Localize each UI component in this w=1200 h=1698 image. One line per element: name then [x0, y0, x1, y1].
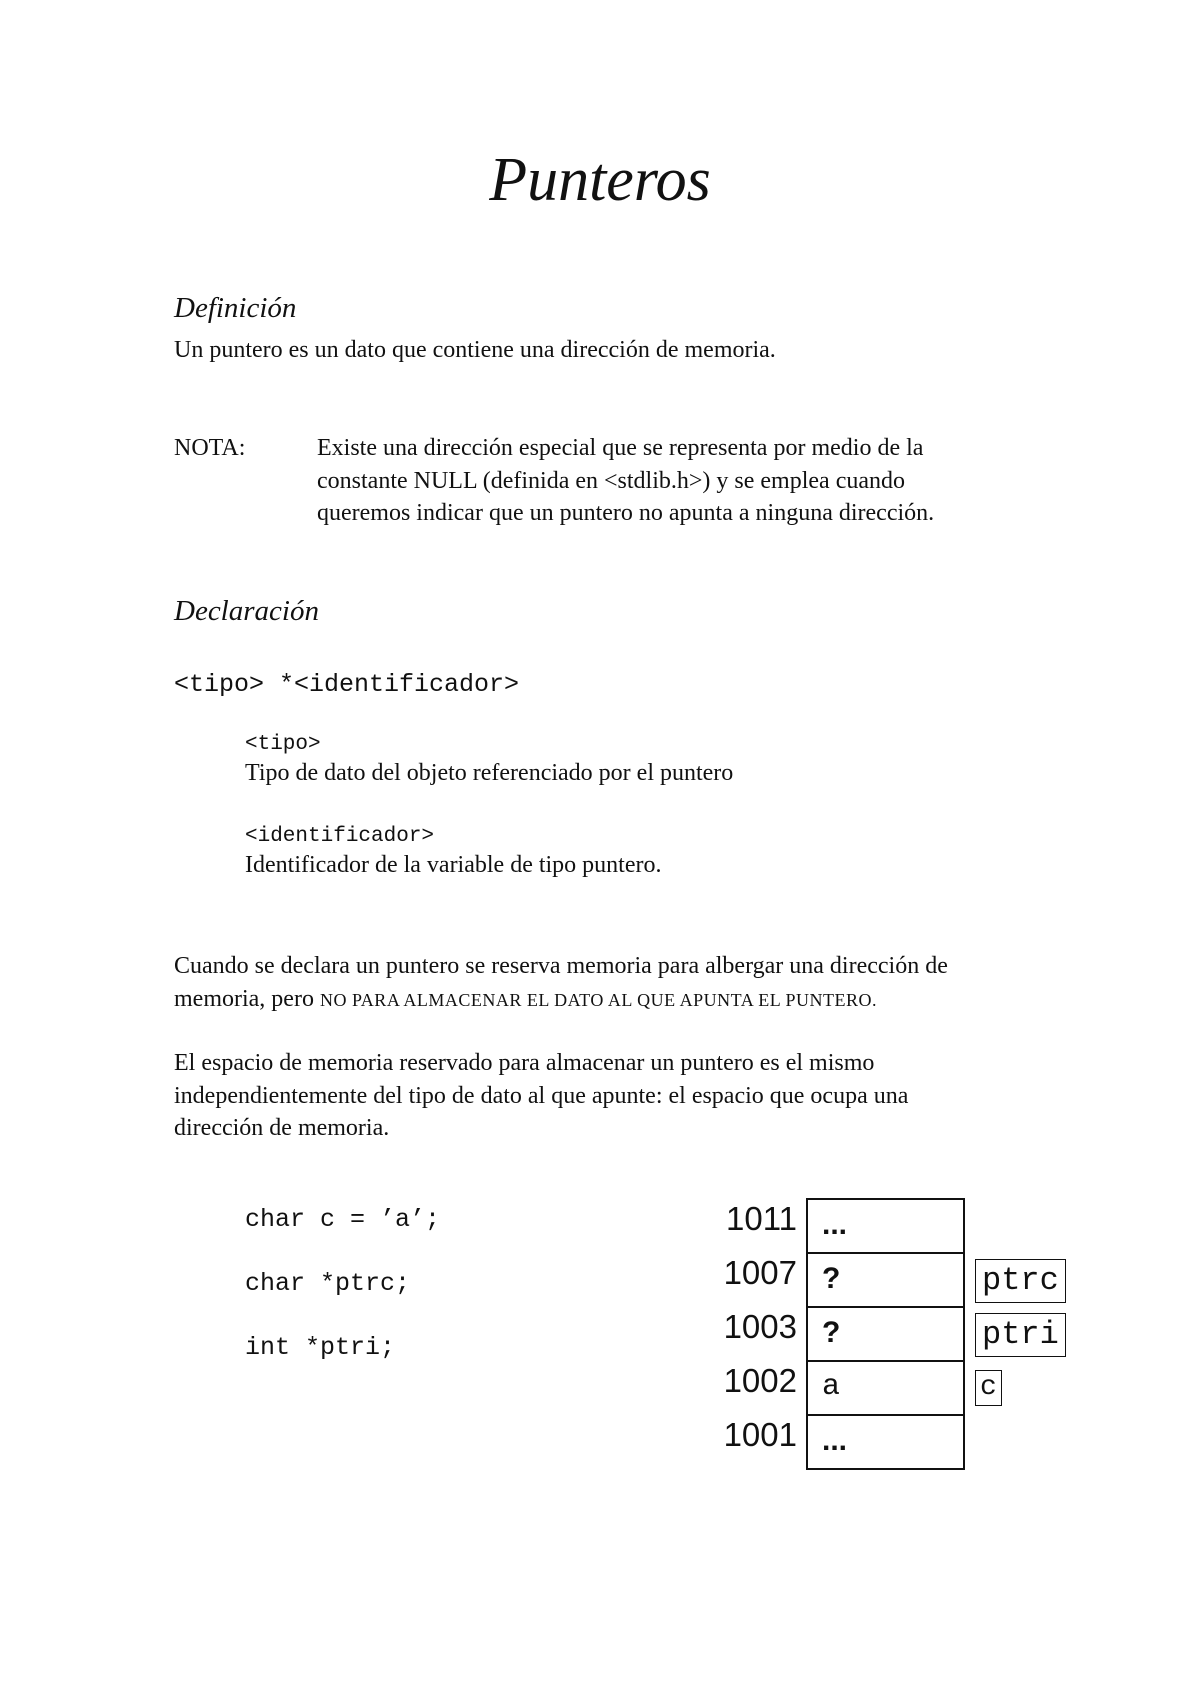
paragraph-line: [174, 983, 1094, 1017]
memory-cell: a: [808, 1362, 963, 1416]
tipo-label: <tipo>: [245, 733, 321, 756]
identificador-label: <identificador>: [245, 825, 435, 848]
paragraph-line-start: memoria, pero: [174, 985, 320, 1012]
paragraph-line: El espacio de memoria reservado para almacenar un puntero es el mismo: [174, 1050, 875, 1076]
variable-label-ptri: ptri: [975, 1313, 1066, 1357]
memory-address: 1001: [723, 1416, 797, 1453]
nota-line: constante NULL (definida en <stdlib.h>) y se emplea cuando: [317, 467, 905, 494]
code-line-char-ptrc: char *ptrc;: [245, 1269, 411, 1298]
memory-address: 1007: [723, 1254, 797, 1291]
memory-table: [806, 1198, 965, 1470]
code-line-char-c: char c = ’a’;: [245, 1205, 441, 1234]
paragraph-reserva: [174, 950, 1094, 1016]
memory-address: 1011: [726, 1200, 797, 1237]
declaracion-heading: Declaración: [174, 595, 319, 627]
variable-label-c: c: [975, 1370, 1002, 1406]
code-line-int-ptri: int *ptri;: [245, 1333, 396, 1362]
paragraph-line: independientemente del tipo de dato al que apunte: el espacio que ocupa una: [174, 1082, 909, 1109]
definicion-text: Un puntero es un dato que contiene una dirección de memoria.: [174, 337, 776, 363]
nota-line: queremos indicar que un puntero no apunta a ninguna dirección.: [317, 500, 935, 526]
paragraph-espacio: [174, 1047, 1094, 1145]
memory-cell: ?: [808, 1254, 963, 1308]
definicion-heading: Definición: [174, 292, 297, 324]
variable-label-ptrc: ptrc: [975, 1259, 1066, 1303]
nota-text: [317, 432, 1077, 530]
tipo-description: Tipo de dato del objeto referenciado por el puntero: [245, 760, 734, 786]
nota-line: Existe una dirección especial que se representa por medio de la: [317, 435, 924, 461]
declaration-syntax: <tipo> *<identificador>: [174, 670, 520, 699]
memory-cell: ...: [808, 1416, 963, 1470]
memory-cell: ...: [808, 1200, 963, 1254]
nota-label: NOTA:: [174, 435, 246, 461]
identificador-description: Identificador de la variable de tipo puntero.: [245, 852, 662, 878]
memory-address: 1003: [723, 1308, 797, 1345]
paragraph-line: Cuando se declara un puntero se reserva memoria para albergar una dirección de: [174, 953, 948, 979]
paragraph-emphasis: NO PARA ALMACENAR EL DATO AL QUE APUNTA EL PUNTERO.: [319, 989, 878, 1010]
memory-cell: ?: [808, 1308, 963, 1362]
page-title: Punteros: [489, 146, 711, 214]
memory-address: 1002: [723, 1362, 797, 1399]
paragraph-line: dirección de memoria.: [174, 1115, 390, 1141]
